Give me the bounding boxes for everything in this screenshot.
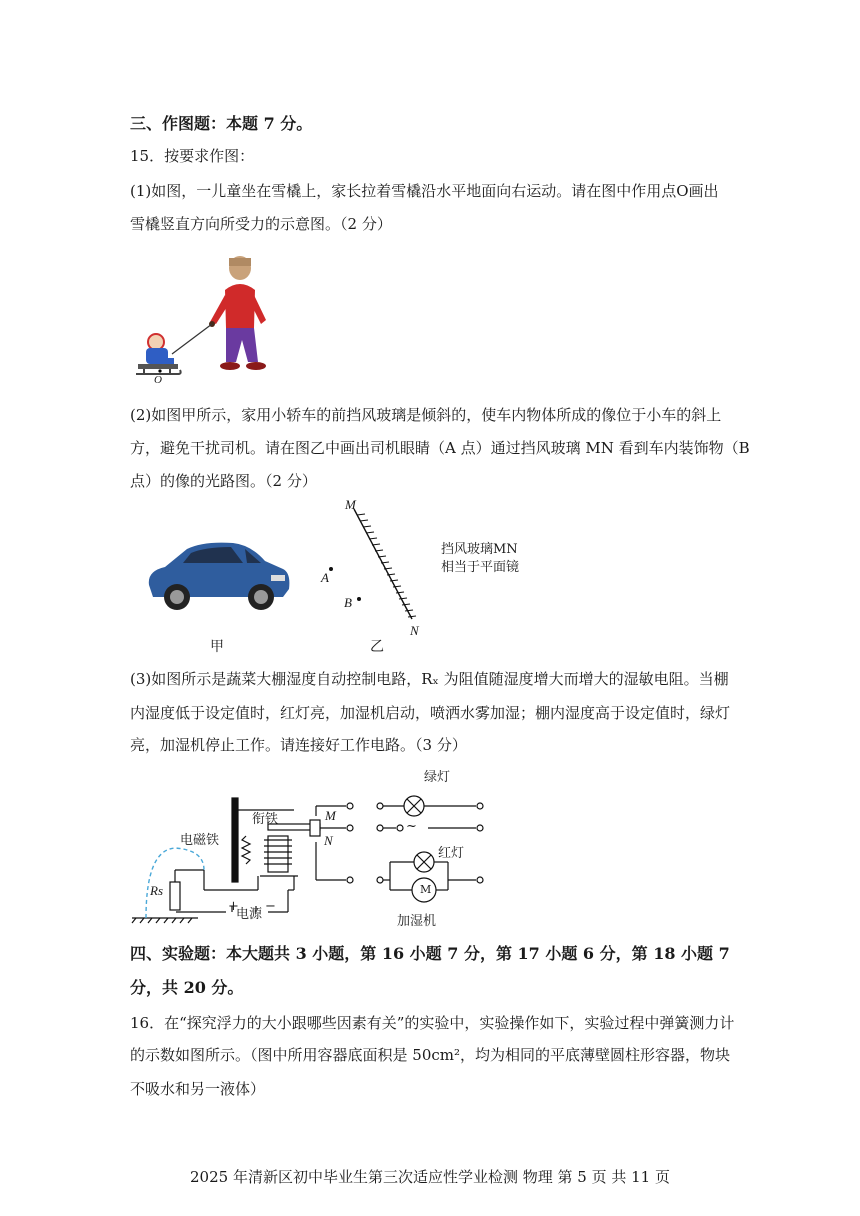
q16-line2: 的示数如图所示。（图中所用容器底面积是 50cm²，均为相同的平底薄壁圆柱形容器，物块 <box>130 1046 730 1064</box>
mirror-hatching <box>357 514 416 617</box>
mirror-diagram <box>320 495 430 640</box>
motor-label: M <box>420 883 432 896</box>
q15-part3-line2: 内湿度低于设定值时，红灯亮，加湿机启动，喷洒水雾加湿；棚内湿度高于设定值时，绿灯 <box>130 704 731 722</box>
label-a: A <box>321 570 329 585</box>
caption-yi: 乙 <box>370 639 384 655</box>
q15-part1-line1: (1)如图，一儿童坐在雪橇上，家长拉着雪橇沿水平地面向右运动。请在图中作用点O画出 <box>130 182 719 200</box>
child-illustration <box>146 334 174 364</box>
humidifier-label: 加湿机 <box>397 914 437 929</box>
section-3-heading: 三、作图题：本题 7 分。 <box>130 114 313 133</box>
q15-part3-line3: 亮，加湿机停止工作。请连接好工作电路。（3 分） <box>130 736 467 754</box>
point-o <box>158 369 161 372</box>
q16-line3: 不吸水和另一液体） <box>130 1080 266 1098</box>
rope <box>172 324 212 354</box>
ac-source-label: ~ <box>406 819 417 834</box>
section-4-heading-line1: 四、实验题：本大题共 3 小题，第 16 小题 7 分，第 17 小题 6 分，第 18 小题 7 <box>130 944 730 963</box>
power-plus-label: + <box>228 899 239 914</box>
mirror-label-n: N <box>410 623 419 638</box>
coil-core <box>268 836 288 872</box>
q15-intro: 15．按要求作图： <box>130 147 255 165</box>
resistor-rs <box>170 882 180 910</box>
q15-part2-line2: 方，避免干扰司机。请在图乙中画出司机眼睛（A 点）通过挡风玻璃 MN 看到车内装饰物（B <box>130 439 750 457</box>
spring <box>242 836 250 864</box>
relay-label-m: M <box>325 808 336 823</box>
point-a <box>329 567 333 571</box>
red-lamp-label: 红灯 <box>438 846 465 861</box>
car-figure <box>143 535 293 617</box>
point-o-label: O <box>154 374 162 386</box>
iron-frame <box>232 798 238 882</box>
parent-illustration <box>209 256 266 370</box>
section-4-heading-line2: 分，共 20 分。 <box>130 978 244 997</box>
page-footer: 2025 年清新区初中毕业生第三次适应性学业检测 物理 第 5 页 共 11 页 <box>190 1168 670 1186</box>
caption-jia: 甲 <box>210 639 224 655</box>
resistor-label: Rs <box>150 883 163 898</box>
relay-label-n: N <box>324 833 333 848</box>
label-b: B <box>344 595 352 610</box>
power-minus-label: − <box>265 899 276 914</box>
q15-part3-line1: (3)如图所示是蔬菜大棚湿度自动控制电路，Rₓ 为阻值随湿度增大而增大的湿敏电阻。当棚 <box>130 670 729 688</box>
sled <box>136 364 181 374</box>
q16-line1: 16．在“探究浮力的大小跟哪些因素有关”的实验中，实验操作如下，实验过程中弹簧测力计 <box>130 1014 735 1032</box>
mirror-line-mn <box>354 509 412 619</box>
q15-part2-line1: (2)如图甲所示，家用小轿车的前挡风玻璃是倾斜的，使车内物体所成的像位于小车的斜上 <box>130 406 722 424</box>
mirror-note-1: 挡风玻璃MN <box>441 542 518 557</box>
mirror-note-2: 相当于平面镜 <box>441 560 520 575</box>
q15-part1-line2: 雪橇竖直方向所受力的示意图。（2 分） <box>130 215 392 233</box>
armature-label: 衔铁 <box>252 812 279 827</box>
point-b <box>357 597 361 601</box>
green-lamp-label: 绿灯 <box>424 770 451 785</box>
power-source-label: 电源 <box>236 907 263 922</box>
sled-figure <box>130 250 280 390</box>
q15-part2-line3: 点）的像的光路图。（2 分） <box>130 472 317 490</box>
electromagnet-label: 电磁铁 <box>180 833 220 848</box>
mirror-label-m: M <box>345 497 356 512</box>
